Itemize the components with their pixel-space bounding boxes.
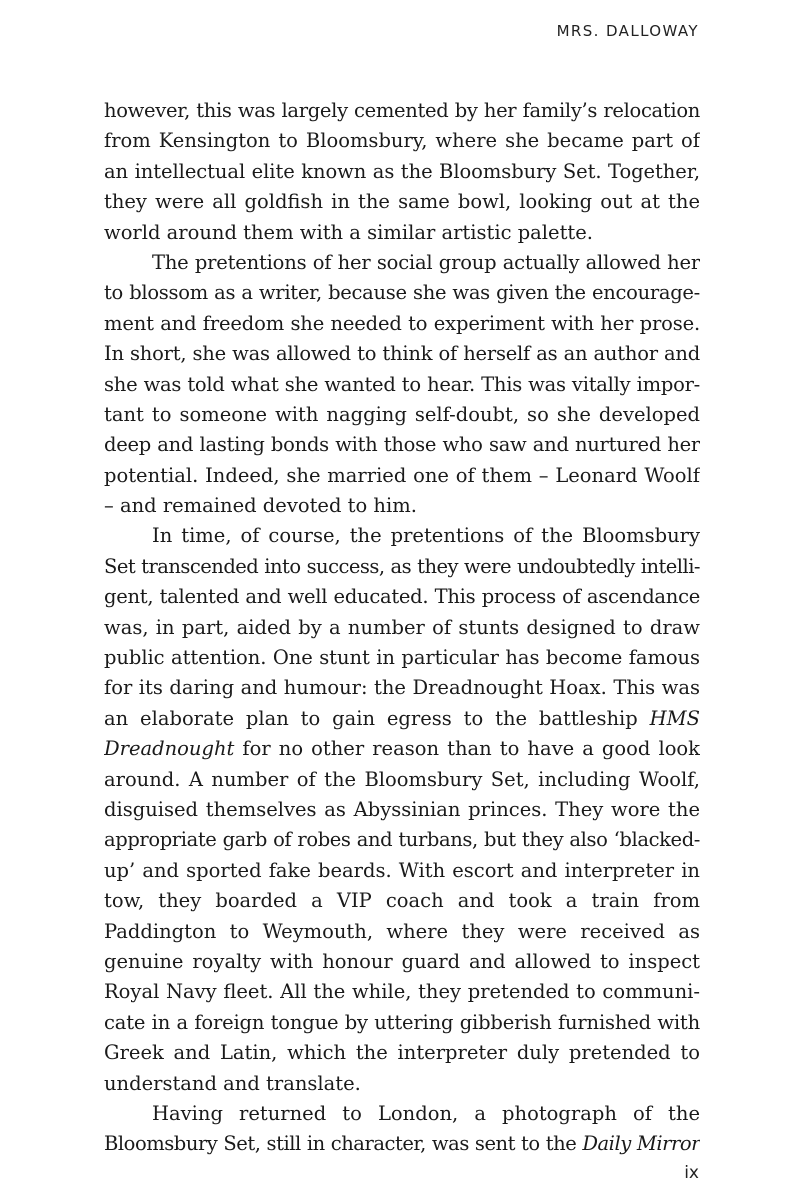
line-text: Greek and Latin, which the interpreter duly pretended to bbox=[104, 1041, 700, 1065]
text-line bbox=[104, 765, 700, 795]
text-line bbox=[104, 1129, 700, 1159]
text-line bbox=[104, 582, 700, 612]
text-line bbox=[104, 218, 700, 248]
running-head: MRS. DALLOWAY bbox=[556, 22, 699, 40]
text-line bbox=[104, 977, 700, 1007]
line-text: appropriate garb of robes and turbans, but they also ‘blacked- bbox=[104, 828, 700, 852]
text-line bbox=[104, 856, 700, 886]
line-text: potential. Indeed, she married one of them – Leonard Woolf bbox=[104, 463, 700, 487]
body-text bbox=[104, 96, 700, 1160]
line-text: disguised themselves as Abyssinian princes. They wore the bbox=[104, 797, 700, 821]
line-text: an elaborate plan to gain egress to the battleship bbox=[104, 706, 650, 730]
line-text: understand and translate. bbox=[104, 1071, 361, 1095]
text-line bbox=[104, 947, 700, 977]
line-text: up’ and sported fake beards. With escort and interpreter in bbox=[104, 858, 700, 882]
text-line bbox=[104, 613, 700, 643]
text-line bbox=[104, 400, 700, 430]
text-line bbox=[104, 187, 700, 217]
text-line bbox=[104, 339, 700, 369]
line-text: for no other reason than to have a good look bbox=[234, 737, 700, 761]
text-line bbox=[104, 673, 700, 703]
text-line bbox=[104, 370, 700, 400]
italic-text: Dreadnought bbox=[104, 737, 235, 761]
line-text: tant to someone with nagging self-doubt, so she developed bbox=[104, 402, 700, 426]
line-text: deep and lasting bonds with those who saw and nurtured her bbox=[104, 433, 700, 457]
line-text: around. A number of the Bloomsbury Set, including Woolf, bbox=[104, 767, 700, 791]
text-line bbox=[104, 886, 700, 916]
text-line bbox=[104, 704, 700, 734]
text-line bbox=[104, 734, 700, 764]
text-line bbox=[104, 461, 700, 491]
text-line bbox=[104, 126, 700, 156]
text-line bbox=[104, 248, 700, 278]
text-line bbox=[104, 309, 700, 339]
text-line bbox=[104, 917, 700, 947]
line-text: for its daring and humour: the Dreadnought Hoax. This was bbox=[104, 676, 700, 700]
text-line bbox=[104, 1008, 700, 1038]
italic-text: HMS bbox=[649, 706, 700, 730]
line-text: gent, talented and well educated. This process of ascendance bbox=[104, 585, 700, 609]
text-line bbox=[104, 1099, 700, 1129]
line-text: Set transcended into success, as they were undoubtedly intelli- bbox=[104, 554, 700, 578]
line-text: they were all goldfish in the same bowl, looking out at the bbox=[104, 190, 700, 214]
text-line bbox=[104, 491, 700, 521]
line-text: she was told what she wanted to hear. This was vitally impor- bbox=[104, 372, 700, 396]
line-text: from Kensington to Bloomsbury, where she became part of bbox=[104, 129, 700, 153]
text-line bbox=[104, 643, 700, 673]
italic-text: Daily Mirror bbox=[582, 1132, 700, 1156]
line-text: In short, she was allowed to think of herself as an author and bbox=[104, 342, 700, 366]
text-line bbox=[104, 430, 700, 460]
text-line bbox=[104, 278, 700, 308]
line-text: Royal Navy fleet. All the while, they pretended to communi- bbox=[104, 980, 700, 1004]
line-text: to blossom as a writer, because she was given the encourage- bbox=[104, 281, 700, 305]
line-text: however, this was largely cemented by her family’s relocation bbox=[104, 99, 700, 122]
line-text: The pretentions of her social group actually allowed her bbox=[152, 250, 700, 274]
text-line bbox=[104, 795, 700, 825]
line-text: Paddington to Weymouth, where they were received as bbox=[104, 919, 700, 943]
line-text: was, in part, aided by a number of stunts designed to draw bbox=[104, 615, 700, 639]
line-text: an intellectual elite known as the Bloomsbury Set. Together, bbox=[104, 159, 700, 183]
page-number: ix bbox=[684, 1163, 699, 1183]
text-line bbox=[104, 157, 700, 187]
line-text: cate in a foreign tongue by uttering gibberish furnished with bbox=[104, 1010, 700, 1034]
line-text: world around them with a similar artistic palette. bbox=[104, 220, 593, 244]
line-text: public attention. One stunt in particular has become famous bbox=[104, 646, 700, 670]
text-line bbox=[104, 1069, 700, 1099]
text-line bbox=[104, 1038, 700, 1068]
line-text: Having returned to London, a photograph of the bbox=[152, 1101, 700, 1125]
line-text: In time, of course, the pretentions of the Bloomsbury bbox=[152, 524, 700, 548]
text-line bbox=[104, 521, 700, 551]
line-text: ment and freedom she needed to experiment with her prose. bbox=[104, 311, 700, 335]
text-line bbox=[104, 96, 700, 126]
line-text: Bloomsbury Set, still in character, was sent to the bbox=[104, 1132, 583, 1156]
line-text: tow, they boarded a VIP coach and took a train from bbox=[104, 889, 700, 913]
text-line bbox=[104, 825, 700, 855]
line-text: genuine royalty with honour guard and allowed to inspect bbox=[104, 949, 700, 973]
text-line bbox=[104, 552, 700, 582]
line-text: – and remained devoted to him. bbox=[104, 494, 417, 518]
